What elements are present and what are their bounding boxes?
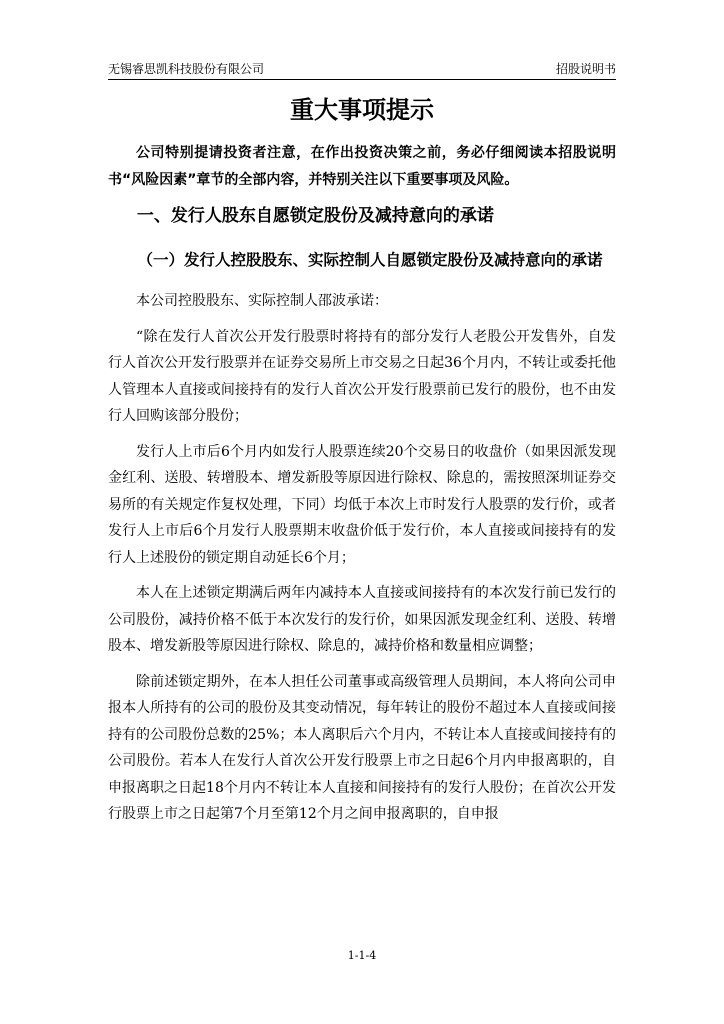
header-document-type: 招股说明书 bbox=[555, 62, 616, 76]
document-body bbox=[108, 140, 616, 828]
header-divider bbox=[108, 79, 616, 80]
body-paragraph: “除在发行人首次公开发行股票时将持有的部分发行人老股公开发售外，自发行人首次公开发行股票并在证券交易所上市交易之日起36个月内，不转让或委托他人管理本人直接或间接持有的发行人首次公开发行股票前已发行的股份，也不由发行人回购该部分股份； bbox=[108, 328, 616, 424]
body-paragraph: 本人在上述锁定期满后两年内减持本人直接或间接持有的本次发行前已发行的公司股份，减持价格不低于本次发行的发行价，如果因派发现金红利、送股、转增股本、增发新股等原因进行除权、除息的，减持价格和数量相应调整； bbox=[108, 585, 616, 654]
body-paragraph: 本公司控股股东、实际控制人邵波承诺： bbox=[136, 293, 388, 309]
intro-paragraph: 公司特别提请投资者注意，在作出投资决策之前，务必仔细阅读本招股说明书“风险因素”章节的全部内容，并特别关注以下重要事项及风险。 bbox=[108, 145, 616, 188]
page-number: 1-1-4 bbox=[347, 949, 377, 962]
section-heading: 一、发行人股东自愿锁定股份及减持意向的承诺 bbox=[136, 206, 494, 226]
body-paragraph: 发行人上市后6个月内如发行人股票连续20个交易日的收盘价（如果因派发现金红利、送股、转增股本、增发新股等原因进行除权、除息的，需按照深圳证券交易所的有关规定作复权处理，下同）均低于本次上市时发行人股票的发行价，或者发行人上市后6个月发行人股票期末收盘价低于发行价，本人直接或间接持有的发行人上述股份的锁定期自动延长6个月； bbox=[108, 443, 616, 566]
body-paragraph: 除前述锁定期外，在本人担任公司董事或高级管理人员期间，本人将向公司申报本人所持有的公司的股份及其变动情况，每年转让的股份不超过本人直接或间接持有的公司股份总数的25%；本人离职后六个月内，不转让本人直接或间接持有的公司股份。若本人在发行人首次公开发行股票上市之日起6个月内申报离职的，自申报离职之日起18个月内不转让本人直接和间接持有的发行人股份；在首次公开发行股票上市之日起第7个月至第12个月之间申报离职的，自申报 bbox=[108, 673, 616, 822]
header-company-name: 无锡睿思凯科技股份有限公司 bbox=[108, 62, 265, 76]
page-header bbox=[108, 58, 616, 80]
subsection-heading: （一）发行人控股股东、实际控制人自愿锁定股份及减持意向的承诺 bbox=[137, 251, 603, 269]
page-title: 重大事项提示 bbox=[290, 96, 434, 124]
